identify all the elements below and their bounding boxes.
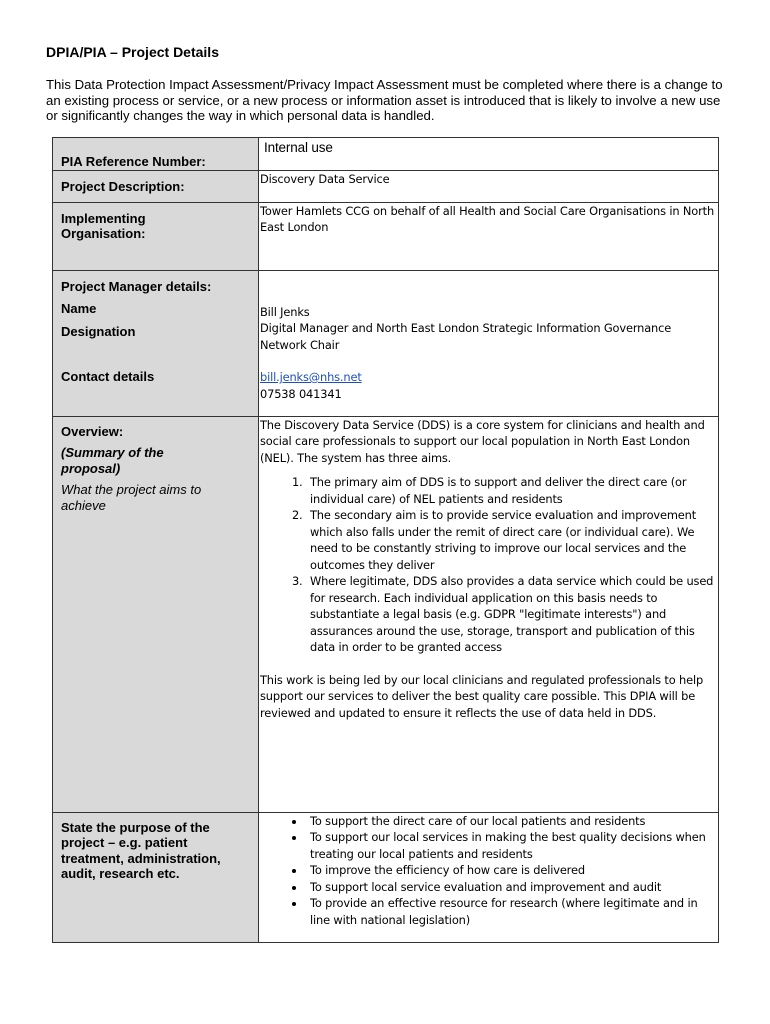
pia-reference-label-cell [53,138,259,171]
manager-name: Bill Jenks [260,304,310,319]
overview-label: Overview: [61,423,124,439]
purpose-item: • To provide an effective resource for research (where legitimate and in line with national legislation) [306,895,718,928]
overview-intro: The Discovery Data Service (DDS) is a core system for clinicians and health and social care professionals to support our local population in North East London (NEL). The system has three aims. [260,417,705,465]
page-title: DPIA/PIA – Project Details [46,44,219,60]
purpose-item: • To support the direct care of our local patients and residents [306,813,718,830]
aim-item: 2. The secondary aim is to provide service evaluation and improvement which also falls under the remit of direct care (or individual care). We need to be constantly striving to improve our local services and the outcomes they deliver [306,507,718,573]
manager-email-link[interactable]: bill.jenks@nhs.net [260,370,362,384]
implementing-org-label: Implementing Organisation: [61,210,146,241]
purpose-item: • To support local service evaluation and improvement and audit [306,879,718,896]
implementing-org-value: Tower Hamlets CCG on behalf of all Health and Social Care Organisations in North East London [260,203,715,234]
pia-reference-row [53,138,719,171]
implementing-org-label-cell [53,202,259,270]
overview-value-cell [259,416,719,812]
manager-designation: Digital Manager and North East London Strategic Information Governance Network Chair [260,321,672,352]
project-description-row [53,170,719,202]
purpose-value-cell [259,812,719,942]
overview-summary-label: (Summary of the proposal) [61,445,164,476]
project-manager-row [53,270,719,416]
name-label: Name [61,301,97,316]
project-description-label-cell [53,170,259,202]
implementing-org-row [53,202,719,270]
project-manager-label-cell [53,270,259,416]
overview-row [53,416,719,812]
intro-paragraph: This Data Protection Impact Assessment/Privacy Impact Assessment must be completed where there is a change to an existing process or service, or a new process or information asset is introduced that is likely to involve a new use or significantly changes the way in which personal data is handled. [46,77,723,123]
project-details-table [52,137,719,943]
purpose-item: • To improve the efficiency of how care is delivered [306,862,718,879]
overview-closing: This work is being led by our local clinicians and regulated professionals to help support our services to deliver the best quality care possible. This DPIA will be reviewed and updated to ensure it reflects the use of data held in DDS. [260,672,704,720]
project-description-label: Project Description: [61,178,185,194]
purpose-item: • To support our local services in making the best quality decisions when treating our local patients and residents [306,829,718,862]
purpose-list [260,813,718,929]
overview-aims-label: What the project aims to achieve [61,482,202,513]
aim-item: 1. The primary aim of DDS is to support and deliver the direct care (or individual care) of NEL patients and residents [306,474,718,507]
aims-list [260,474,718,656]
implementing-org-value-cell [259,202,719,270]
contact-details-label: Contact details [61,369,155,384]
pia-reference-value-cell [259,138,719,171]
designation-label: Designation [61,323,136,339]
purpose-label-cell [53,812,259,942]
purpose-label: State the purpose of the project – e.g. patient treatment, administration, audit, research etc. [61,819,221,881]
project-manager-heading: Project Manager details: [61,278,212,294]
purpose-row [53,812,719,942]
pia-reference-value: Internal use [264,140,333,155]
project-manager-value-cell [259,270,719,416]
manager-phone: 07538 041341 [260,386,342,401]
project-description-value: Discovery Data Service [260,171,390,186]
aim-item: 3. Where legitimate, DDS also provides a data service which could be used for research. Each individual application on this basis needs to substantiate a legal basis (e.g. GDPR "legitimate interests") and assurances around the use, storage, transport and publication of this data in order to be granted access [306,573,718,656]
overview-label-cell [53,416,259,812]
pia-reference-label: PIA Reference Number: [61,154,206,169]
project-description-value-cell [259,170,719,202]
